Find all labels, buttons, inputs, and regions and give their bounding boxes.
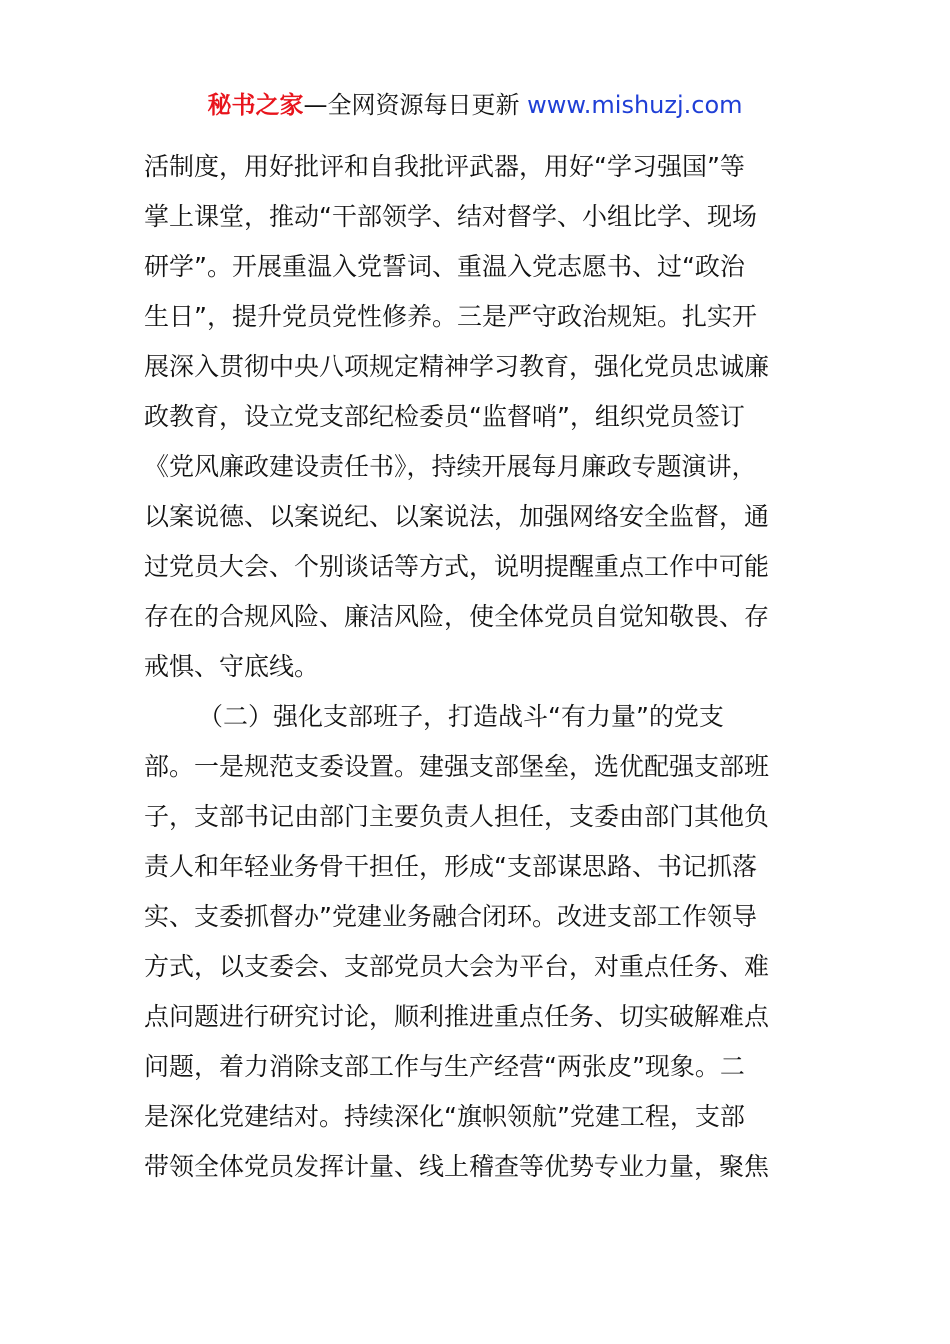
text-line: 带领全体党员发挥计量、线上稽查等优势专业力量，聚焦	[144, 1152, 770, 1181]
text-line: 实、支委抓督办”党建业务融合闭环。改进支部工作领导	[144, 902, 757, 931]
text-line: 责人和年轻业务骨干担任，形成“支部谋思路、书记抓落	[144, 852, 757, 881]
text-line: 《党风廉政建设责任书》，持续开展每月廉政专题演讲，	[144, 452, 757, 481]
document-body	[144, 142, 810, 1192]
text-line: 问题，着力消除支部工作与生产经营“两张皮”现象。二	[144, 1052, 745, 1081]
text-line: 方式，以支委会、支部党员大会为平台，对重点任务、难	[144, 952, 770, 981]
text-line: 戒惧、守底线。	[144, 652, 320, 681]
text-line: 过党员大会、个别谈话等方式，说明提醒重点工作中可能	[144, 552, 770, 581]
text-line: 活制度，用好批评和自我批评武器，用好“学习强国”等	[144, 152, 745, 181]
text-line: 研学”。开展重温入党誓词、重温入党志愿书、过“政治	[144, 252, 745, 281]
text-line: 展深入贯彻中央八项规定精神学习教育，强化党员忠诚廉	[144, 352, 770, 381]
header-tagline: —全网资源每日更新	[303, 91, 528, 119]
text-line: 掌上课堂，推动“干部领学、结对督学、小组比学、现场	[144, 202, 757, 231]
text-line: 部。一是规范支委设置。建强支部堡垒，选优配强支部班	[144, 752, 770, 781]
text-line: 生日”，提升党员党性修养。三是严守政治规矩。扎实开	[144, 302, 757, 331]
text-line: 点问题进行研究讨论，顺利推进重点任务、切实破解难点	[144, 1002, 770, 1031]
text-line: 是深化党建结对。持续深化“旗帜领航”党建工程，支部	[144, 1102, 745, 1131]
page-header	[0, 88, 950, 122]
section-heading-line: （二）强化支部班子，打造战斗“有力量”的党支	[198, 702, 724, 731]
text-line: 存在的合规风险、廉洁风险，使全体党员自觉知敬畏、存	[144, 602, 770, 631]
text-line: 子，支部书记由部门主要负责人担任，支委由部门其他负	[144, 802, 770, 831]
website-url[interactable]: www.mishuzj.com	[527, 91, 743, 119]
text-line: 以案说德、以案说纪、以案说法，加强网络安全监督，通	[144, 502, 770, 531]
text-line: 政教育，设立党支部纪检委员“监督哨”，组织党员签订	[144, 402, 745, 431]
brand-name: 秘书之家	[207, 91, 304, 119]
